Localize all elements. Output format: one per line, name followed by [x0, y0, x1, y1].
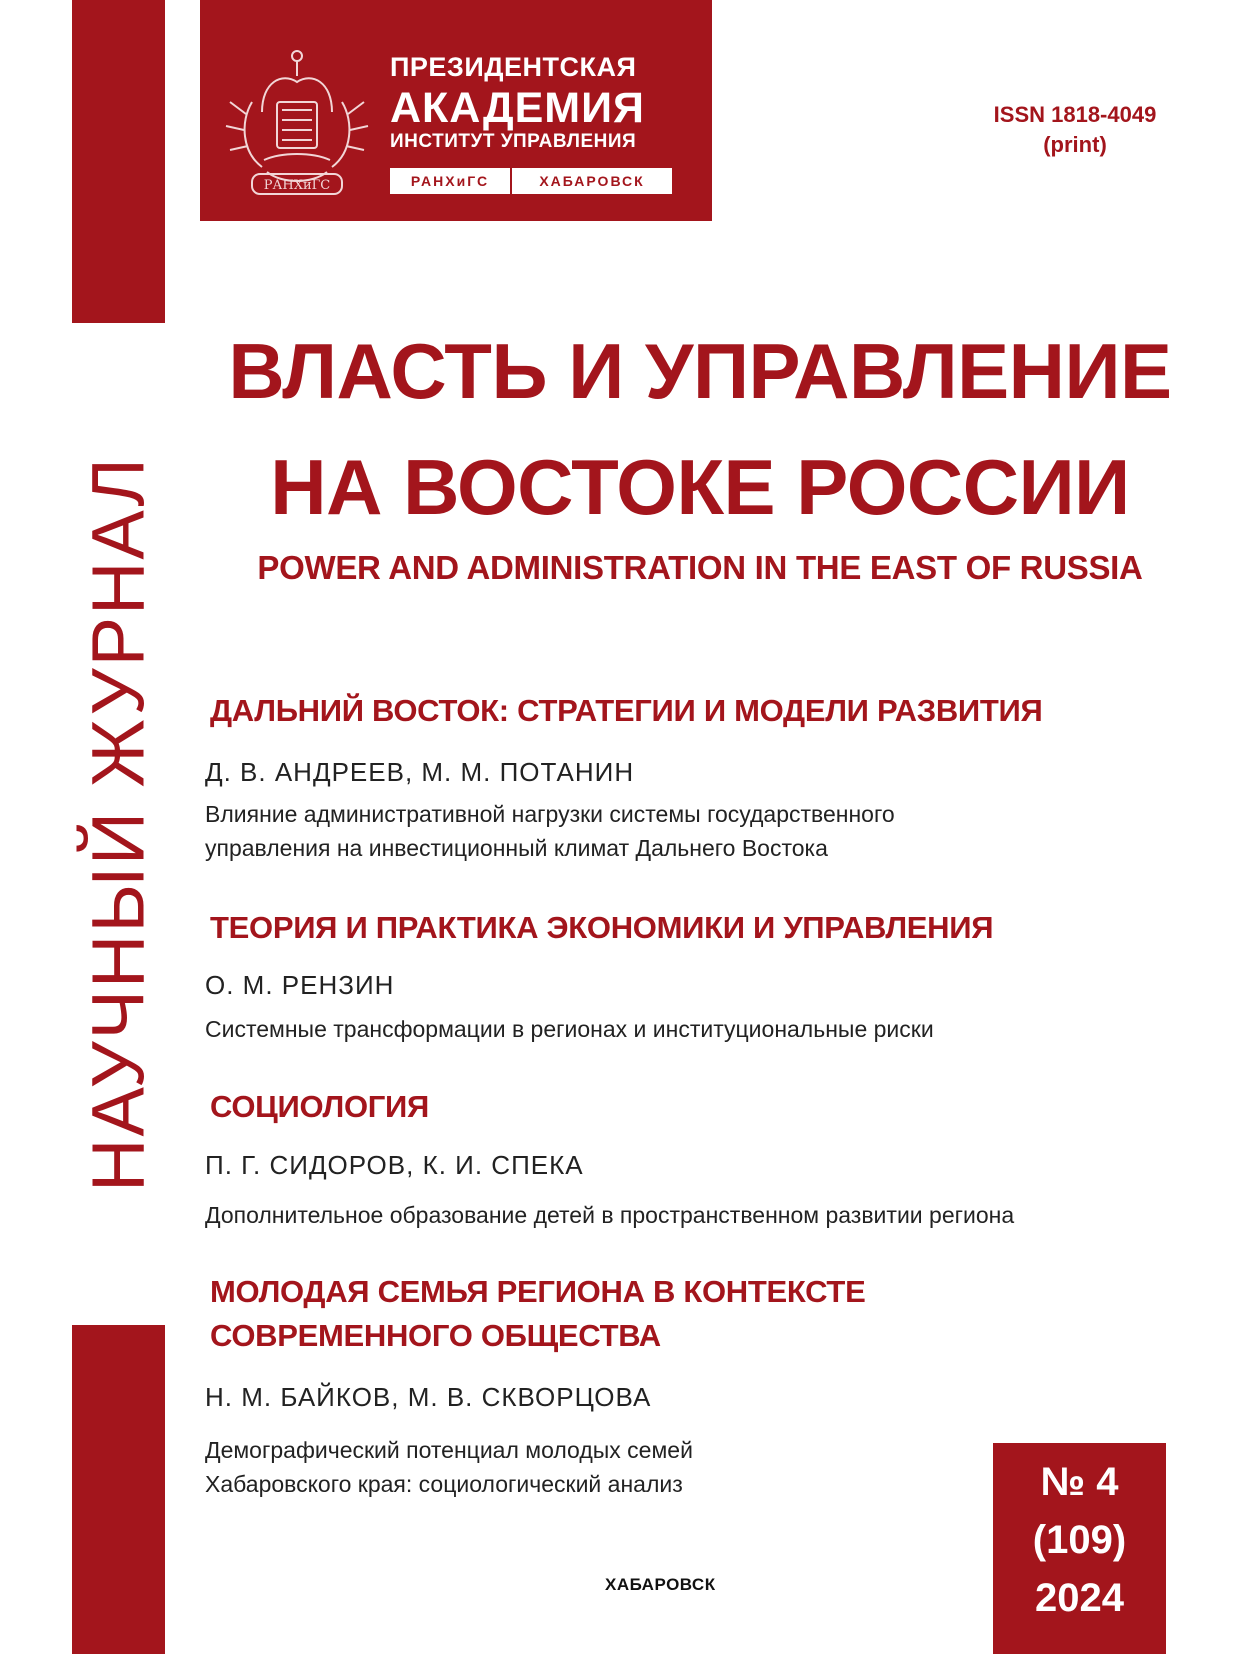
journal-title-en: POWER AND ADMINISTRATION IN THE EAST OF RUSSIA: [257, 549, 1143, 586]
journal-title-ru: [200, 313, 1200, 545]
logo-tag-right: ХАБАРОВСК: [539, 173, 645, 189]
issn-block: [985, 100, 1165, 160]
issue-number-box: [993, 1443, 1166, 1654]
logo-tag: [390, 168, 672, 194]
title-ru-line-2: НА ВОСТОКЕ РОССИИ: [270, 443, 1130, 531]
publication-city: ХАБАРОВСК: [605, 1575, 716, 1594]
issn-format: (print): [1043, 132, 1107, 157]
section-heading: ДАЛЬНИЙ ВОСТОК: СТРАТЕГИИ И МОДЕЛИ РАЗВИТИЯ: [210, 693, 1043, 728]
article-authors: Н. М. БАЙКОВ, М. В. СКВОРЦОВА: [205, 1382, 652, 1412]
article-title: [205, 1012, 934, 1046]
article-title-line: Демографический потенциал молодых семей: [205, 1437, 693, 1463]
article-authors: О. М. РЕНЗИН: [205, 970, 395, 1000]
issue-year: 2024: [1035, 1576, 1124, 1620]
section-heading-line: МОЛОДАЯ СЕМЬЯ РЕГИОНА В КОНТЕКСТЕ: [210, 1274, 866, 1309]
journal-type-label: НАУЧНЫЙ ЖУРНАЛ: [76, 456, 160, 1192]
section-heading-line: СОВРЕМЕННОГО ОБЩЕСТВА: [210, 1318, 661, 1353]
issn-number: ISSN 1818-4049: [993, 102, 1157, 127]
logo-tag-left: РАНХиГС: [390, 168, 512, 194]
academy-logo: [200, 0, 712, 221]
article-title: [205, 1198, 1014, 1232]
logo-line-2: АКАДЕМИЯ: [390, 84, 645, 132]
section-heading: СОЦИОЛОГИЯ: [210, 1089, 429, 1124]
article-title: [205, 1433, 693, 1501]
issue-total-number: (109): [1032, 1518, 1127, 1562]
article-authors: П. Г. СИДОРОВ, К. И. СПЕКА: [205, 1150, 584, 1180]
emblem-ribbon-text: РАНХиГС: [263, 178, 331, 193]
logo-line-3: ИНСТИТУТ УПРАВЛЕНИЯ: [390, 131, 637, 152]
article-title: [205, 797, 895, 865]
title-ru-line-1: ВЛАСТЬ И УПРАВЛЕНИЕ: [228, 327, 1172, 415]
logo-line-1: ПРЕЗИДЕНТСКАЯ: [390, 52, 637, 82]
article-title-line: управления на инвестиционный климат Дальнего Востока: [205, 835, 828, 861]
issue-number: № 4: [1040, 1460, 1119, 1504]
spine-bar-bottom: [72, 1325, 165, 1654]
academy-emblem-icon: [222, 42, 372, 202]
section-heading: [210, 1270, 865, 1358]
article-title-line: Дополнительное образование детей в пространственном развитии региона: [205, 1202, 1015, 1228]
spine-bar-top: [72, 0, 165, 323]
article-title-line: Системные трансформации в регионах и институциональные риски: [205, 1016, 934, 1042]
article-title-line: Хабаровского края: социологический анализ: [205, 1471, 683, 1497]
section-heading: ТЕОРИЯ И ПРАКТИКА ЭКОНОМИКИ И УПРАВЛЕНИЯ: [210, 910, 994, 945]
article-authors: Д. В. АНДРЕЕВ, М. М. ПОТАНИН: [205, 757, 635, 787]
article-title-line: Влияние административной нагрузки системы государственного: [205, 801, 895, 827]
